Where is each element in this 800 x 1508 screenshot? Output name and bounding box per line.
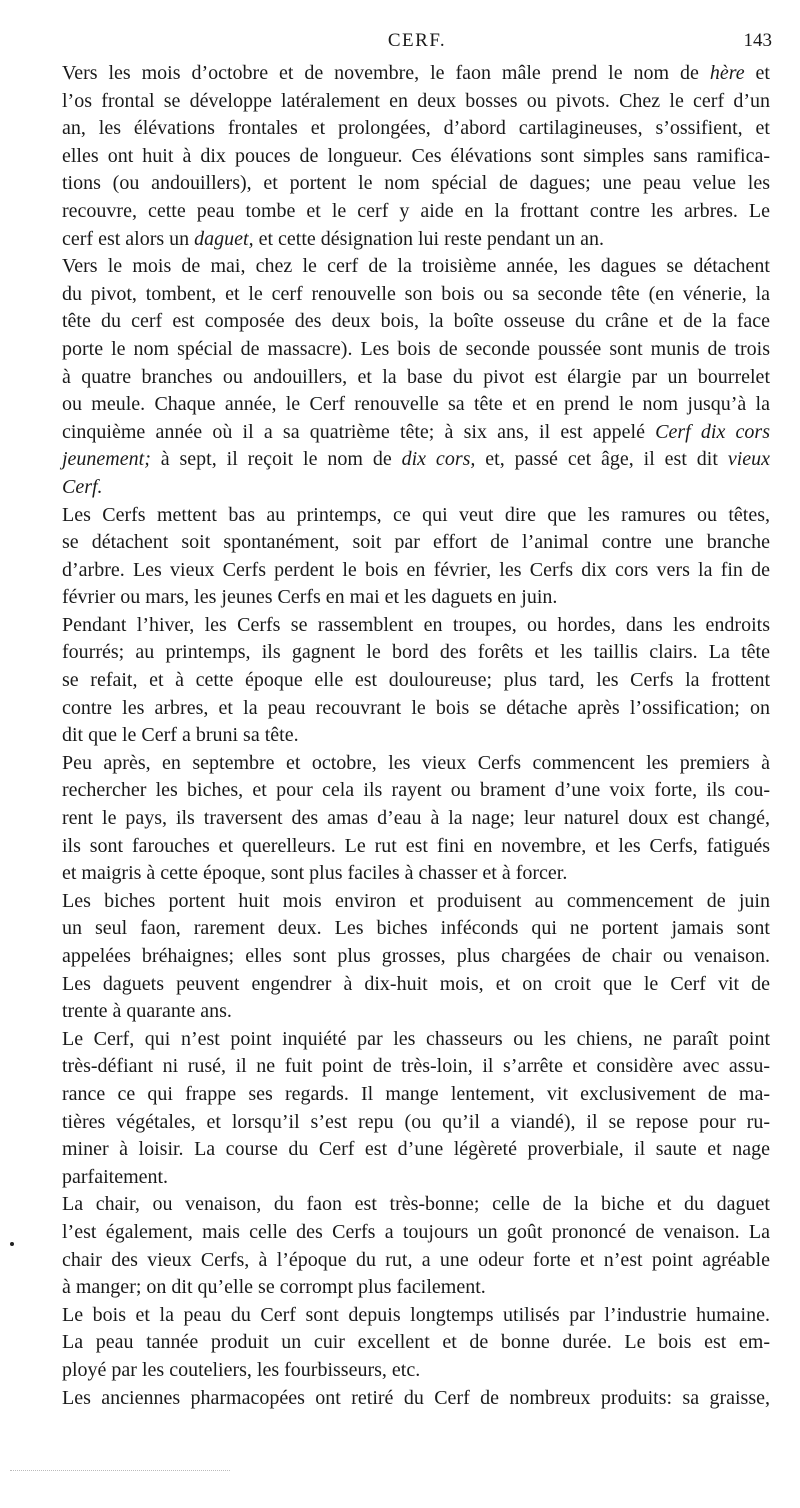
text-line	[62, 143, 770, 171]
text-run: Les anciennes pharmacopées ont retiré du Cerf de nombreux produits: sa graisse,	[62, 1386, 770, 1409]
margin-speck	[10, 1242, 14, 1246]
bottom-scan-noise	[10, 1470, 230, 1473]
text-run: dit que le Cerf a bruni sa tête.	[62, 724, 299, 747]
paragraph	[62, 612, 770, 750]
text-line	[62, 805, 770, 833]
text-run: La chair, ou venaison, du faon est très-bonne; celle de la biche et du daguet	[62, 1193, 770, 1216]
text-line	[62, 198, 770, 226]
text-run: Vers les mois d’octobre et de novembre, le faon mâle prend le nom de	[62, 62, 710, 84]
text-line	[62, 888, 770, 916]
text-line	[62, 88, 770, 116]
page-number: 143	[743, 30, 772, 51]
text-run: ou meule. Chaque année, le Cerf renouvelle sa tête et en prend le nom jusqu’à la	[62, 393, 770, 416]
text-line	[62, 557, 770, 585]
text-run: rent le pays, ils traversent des amas d’eau à la nage; leur naturel doux est changé,	[62, 807, 770, 830]
text-line	[62, 584, 770, 612]
text-run: ployé par les couteliers, les fourbisseurs, etc.	[62, 1358, 421, 1381]
text-run: se refait, et à cette époque elle est douloureuse; plus tard, les Cerfs la frottent	[62, 669, 770, 692]
text-line	[62, 833, 770, 861]
text-line	[62, 1357, 770, 1385]
text-line	[62, 474, 770, 502]
italic-term: Cerf.	[62, 475, 103, 498]
text-run: tières végétales, et lorsqu’il s’est repu (ou qu’il a viandé), il se repose pour ru-	[62, 1110, 770, 1133]
text-run: du pivot, tombent, et le cerf renouvelle son bois ou sa seconde tête (en vénerie, la	[62, 282, 770, 305]
text-line	[62, 1302, 770, 1330]
italic-term: dix cors,	[401, 448, 476, 471]
paragraph	[62, 1191, 770, 1301]
text-run: contre les arbres, et la peau recouvrant le bois se détache après l’ossification; on	[62, 696, 770, 719]
text-run: à quatre branches ou andouillers, et la base du pivot est élargie par un bourrelet	[62, 365, 770, 388]
text-run: février ou mars, les jeunes Cerfs en mai et les daguets en juin.	[62, 586, 558, 609]
text-run: porte le nom spécial de massacre). Les bois de seconde poussée sont munis de trois	[62, 337, 770, 360]
text-line	[62, 1136, 770, 1164]
text-run: et maigris à cette époque, sont plus faciles à chasser et à forcer.	[62, 862, 568, 885]
text-line	[62, 750, 770, 778]
paragraph	[62, 502, 770, 612]
text-run: tête du cerf est composée des deux bois, la boîte osseuse du crâne et de la face	[62, 310, 770, 333]
text-line	[62, 419, 770, 447]
paragraph	[62, 1026, 770, 1192]
paragraph	[62, 750, 770, 888]
text-run: Le Cerf, qui n’est point inquiété par les chasseurs ou les chiens, ne paraît point	[62, 1027, 770, 1050]
text-line	[62, 391, 770, 419]
text-line	[62, 281, 770, 309]
body-text	[62, 60, 770, 1412]
text-line	[62, 502, 770, 530]
text-line	[62, 1191, 770, 1219]
text-run: et	[744, 62, 770, 84]
text-line	[62, 777, 770, 805]
text-run: rechercher les biches, et pour cela ils rayent ou brament d’une voix forte, ils cou-	[62, 779, 770, 802]
text-run: an, les élévations frontales et prolongées, d’abord cartilagineuses, s’ossifient, et	[62, 117, 770, 140]
paragraph	[62, 60, 770, 253]
text-run: appelées bréhaignes; elles sont plus grosses, plus chargées de chair ou venaison.	[62, 945, 770, 967]
text-line	[62, 336, 770, 364]
text-line	[62, 860, 770, 888]
text-run: Les daguets peuvent engendrer à dix-huit mois, et on croit que le Cerf vit de	[62, 972, 770, 995]
text-run: elles ont huit à dix pouces de longueur. Ces élévations sont simples sans ramifica-	[62, 144, 770, 167]
text-line	[62, 60, 770, 88]
text-run: l’est également, mais celle des Cerfs a toujours un goût prononcé de venaison. La	[62, 1220, 770, 1243]
text-line	[62, 253, 770, 281]
text-line	[62, 1385, 770, 1413]
text-line	[62, 226, 770, 254]
text-run: à manger; on dit qu’elle se corrompt plus facilement.	[62, 1276, 486, 1299]
text-line	[62, 170, 770, 198]
text-run: chair des vieux Cerfs, à l’époque du rut, a une odeur forte et n’est point agréable	[62, 1248, 770, 1271]
text-run: Pendant l’hiver, les Cerfs se rassemblent en troupes, ou hordes, dans les endroits	[62, 613, 770, 636]
paragraph	[62, 253, 770, 501]
text-line	[62, 529, 770, 557]
text-line	[62, 1219, 770, 1247]
text-run: Les biches portent huit mois environ et produisent au commencement de juin	[62, 889, 770, 912]
text-run: très-défiant ni rusé, il ne fuit point de très-loin, il s’arrête et considère avec assu-	[62, 1055, 770, 1078]
paragraph	[62, 1385, 770, 1413]
text-run: un seul faon, rarement deux. Les biches inféconds qui ne portent jamais sont	[62, 917, 770, 940]
text-run: d’arbre. Les vieux Cerfs perdent le bois en février, les Cerfs dix cors vers la fin de	[62, 558, 770, 581]
text-run: l’os frontal se développe latéralement en deux bosses ou pivots. Chez le cerf d’un	[62, 89, 770, 112]
text-line	[62, 1164, 770, 1192]
text-run: Les Cerfs mettent bas au printemps, ce qui veut dire que les ramures ou têtes,	[62, 503, 770, 526]
text-line	[62, 639, 770, 667]
text-line	[62, 446, 770, 474]
text-run: tions (ou andouillers), et portent le nom spécial de dagues; une peau velue les	[62, 172, 770, 195]
text-run: Vers le mois de mai, chez le cerf de la troisième année, les dagues se détachent	[62, 255, 770, 278]
text-run: cerf est alors un	[62, 227, 195, 250]
text-line	[62, 1026, 770, 1054]
text-line	[62, 943, 770, 971]
text-line	[62, 722, 770, 750]
italic-term: Cerf dix cors	[655, 420, 770, 443]
text-line	[62, 1081, 770, 1109]
running-header	[62, 30, 772, 56]
text-run: cinquième année où il a sa quatrième tête; à six ans, il est appelé	[62, 420, 656, 443]
paragraph	[62, 1302, 770, 1385]
text-line	[62, 1274, 770, 1302]
text-line	[62, 1329, 770, 1357]
text-run: à sept, il reçoit le nom de	[150, 448, 402, 471]
text-line	[62, 971, 770, 999]
text-line	[62, 915, 770, 943]
text-line	[62, 1247, 770, 1275]
running-title: CERF.	[387, 30, 447, 51]
text-run: trente à quarante ans.	[62, 1000, 232, 1023]
text-line	[62, 1053, 770, 1081]
text-line	[62, 308, 770, 336]
text-run: Peu après, en septembre et octobre, les vieux Cerfs commencent les premiers à	[62, 751, 770, 774]
text-line	[62, 998, 770, 1026]
text-line	[62, 364, 770, 392]
italic-term: jeunement;	[62, 448, 151, 471]
text-run: fourrés; au printemps, ils gagnent le bord des forêts et les taillis clairs. La tête	[62, 641, 770, 664]
text-run: et cette désignation lui reste pendant un an.	[253, 227, 605, 250]
text-run: parfaitement.	[62, 1165, 169, 1188]
text-run: ils sont farouches et querelleurs. Le rut est fini en novembre, et les Cerfs, fatigués	[62, 834, 770, 857]
text-run: se détachent soit spontanément, soit par effort de l’animal contre une branche	[62, 531, 770, 554]
text-line	[62, 115, 770, 143]
text-run: rance ce qui frappe ses regards. Il mange lentement, vit exclusivement de ma-	[62, 1082, 770, 1105]
text-run: Le bois et la peau du Cerf sont depuis longtemps utilisés par l’industrie humaine.	[62, 1303, 770, 1326]
text-run: La peau tannée produit un cuir excellent et de bonne durée. Le bois est em-	[62, 1331, 770, 1354]
text-line	[62, 695, 770, 723]
text-line	[62, 612, 770, 640]
text-run: et, passé cet âge, il est dit	[475, 448, 728, 471]
paragraph	[62, 888, 770, 1026]
text-line	[62, 667, 770, 695]
italic-term: daguet,	[194, 227, 254, 250]
text-line	[62, 1109, 770, 1137]
text-run: miner à loisir. La course du Cerf est d’une légèreté proverbiale, il saute et nage	[62, 1138, 770, 1161]
italic-term: vieux	[727, 448, 770, 471]
text-run: recouvre, cette peau tombe et le cerf y aide en la frottant contre les arbres. Le	[62, 199, 770, 222]
italic-term: hère	[709, 62, 745, 84]
